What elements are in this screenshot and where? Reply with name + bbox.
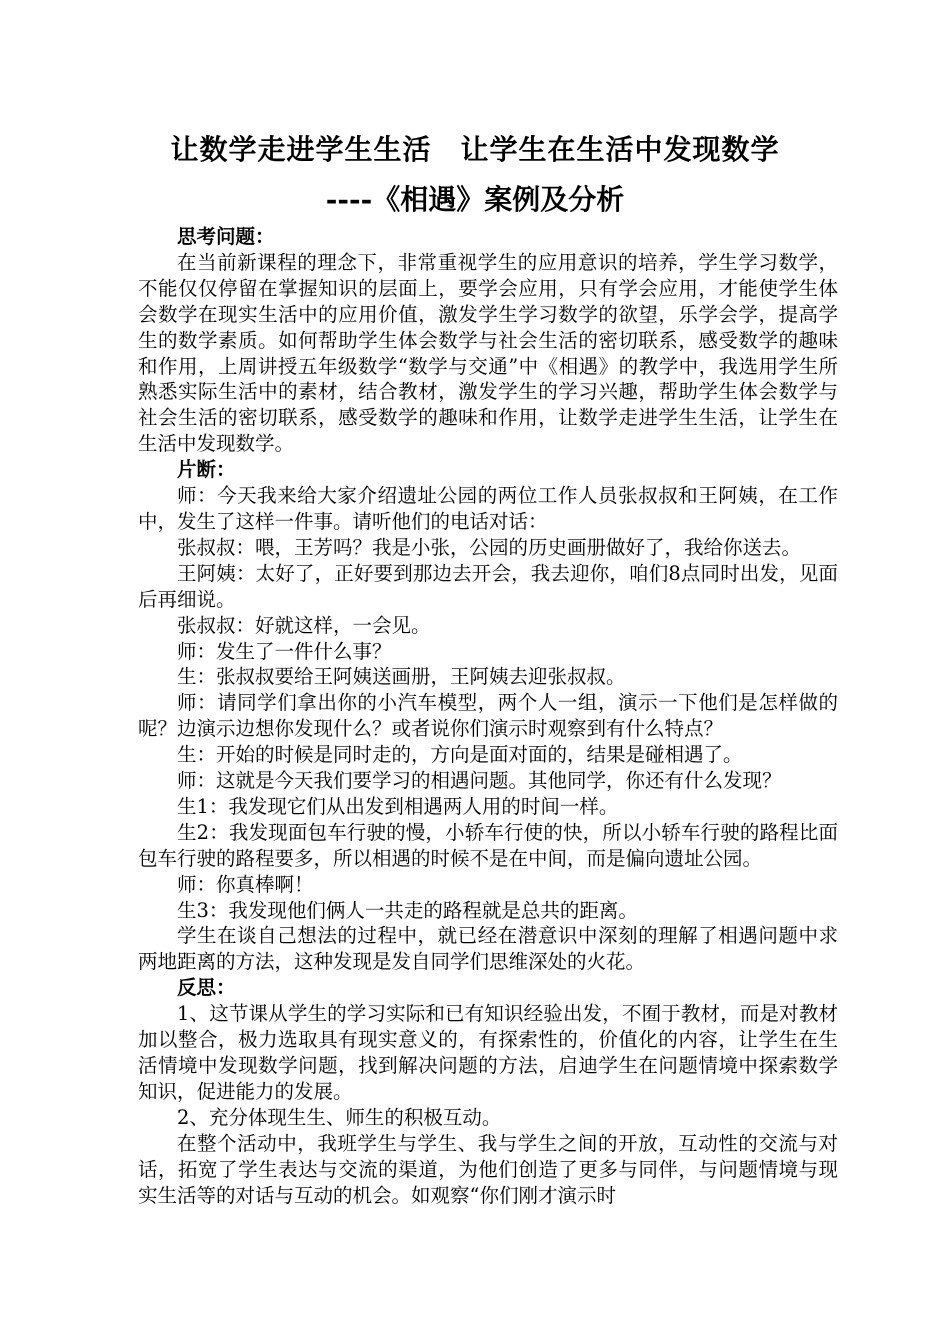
document-subtitle: ----《相遇》案例及分析 <box>325 183 625 216</box>
reflection-paragraph: 在整个活动中，我班学生与学生、我与学生之间的开放，互动性的交流与对话，拓宽了学生表达与交流的渠道，为他们创造了更多与同伴，与问题情境与现实生活等的对话与互动的机会。如观察“你们刚才演示时 <box>138 1131 838 1207</box>
reflection-paragraph: 2、充分体现生生、师生的积极互动。 <box>177 1105 502 1129</box>
dialog-paragraph: 生：张叔叔要给王阿姨送画册，王阿姨去迎张叔叔。 <box>177 665 626 689</box>
dialog-paragraph: 师：这就是今天我们要学习的相遇问题。其他同学，你还有什么发现？ <box>177 769 782 793</box>
dialog-paragraph: 生：开始的时候是同时走的，方向是面对面的，结果是碰相遇了。 <box>177 743 743 767</box>
section-heading-reflection: 反思： <box>177 976 236 1000</box>
document-body <box>138 224 838 1208</box>
document-title: 让数学走进学生生活 让学生在生活中发现数学 <box>170 133 780 166</box>
dialog-paragraph: 生2：我发现面包车行驶的慢，小轿车行使的快，所以小轿车行驶的路程比面包车行驶的路程要多，所以相遇的时候不是在中间，而是偏向遗址公园。 <box>138 820 838 870</box>
dialog-paragraph: 师：发生了一件什么事？ <box>177 639 392 663</box>
dialog-paragraph: 张叔叔：好就这样，一会见。 <box>177 613 431 637</box>
reflection-paragraph: 1、这节课从学生的学习实际和已有知识经验出发，不囿于教材，而是对教材加以整合，极力选取具有现实意义的，有探索性的，价值化的内容，让学生在生活情境中发现数学问题，找到解决问题的方法，启迪学生在问题情境中探索数学知识，促进能力的发展。 <box>138 1002 838 1103</box>
dialog-paragraph: 生1：我发现它们从出发到相遇两人用的时间一样。 <box>177 794 619 818</box>
section-heading-fragment: 片断： <box>177 458 236 482</box>
dialog-paragraph: 学生在谈自己想法的过程中，就已经在潜意识中深刻的理解了相遇问题中求两地距离的方法，这种发现是发自同学们思维深处的火花。 <box>138 924 838 974</box>
dialog-paragraph: 王阿姨：太好了，正好要到那边去开会，我去迎你，咱们8点同时出发，见面后再细说。 <box>138 561 838 611</box>
dialog-paragraph: 师：今天我来给大家介绍遗址公园的两位工作人员张叔叔和王阿姨，在工作中，发生了这样一件事。请听他们的电话对话： <box>138 484 838 533</box>
dialog-paragraph: 张叔叔：喂，王芳吗？我是小张，公园的历史画册做好了，我给你送去。 <box>177 535 802 559</box>
dialog-paragraph: 师：请同学们拿出你的小汽车模型，两个人一组，演示一下他们是怎样做的呢？边演示边想你发现什么？或者说你们演示时观察到有什么特点？ <box>138 691 838 741</box>
intro-paragraph: 在当前新课程的理念下，非常重视学生的应用意识的培养，学生学习数学，不能仅仅停留在掌握知识的层面上，要学会应用，只有学会应用，才能使学生体会数学在现实生活中的应用价值，激发学生学习数学的欲望，乐学会学，提高学生的数学素质。如何帮助学生体会数学与社会生活的密切联系，感受数学的趣味和作用，上周讲授五年级数学“数学与交通”中《相遇》的教学中，我选用学生所熟悉实际生活中的素材，结合教材，激发学生的学习兴趣，帮助学生体会数学与社会生活的密切联系，感受数学的趣味和作用，让数学走进学生生活，让学生在生活中发现数学。 <box>138 250 838 456</box>
section-heading-questions: 思考问题： <box>177 225 275 248</box>
dialog-paragraph: 生3：我发现他们俩人一共走的路程就是总共的距离。 <box>177 898 638 922</box>
dialog-paragraph: 师：你真棒啊！ <box>177 872 314 896</box>
